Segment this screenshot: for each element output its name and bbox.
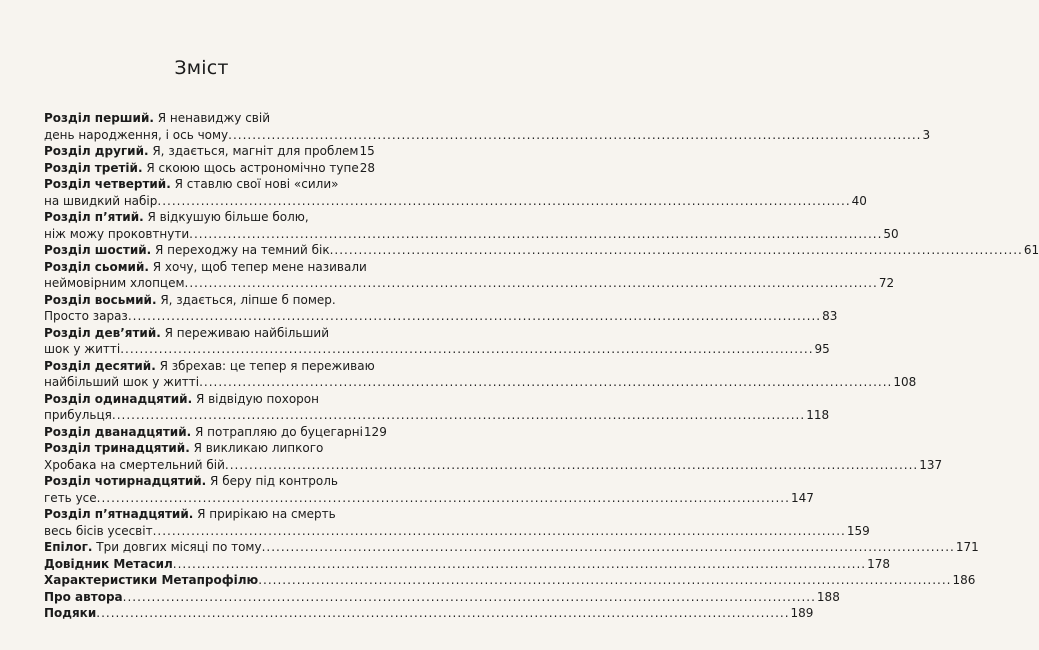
page-number: 15 — [359, 144, 375, 158]
chapter-heading: Епілог. — [44, 540, 93, 554]
toc-entry — [44, 424, 387, 441]
toc-entry-line — [44, 110, 371, 127]
toc-entry-line — [44, 176, 371, 193]
toc-entry-final-line — [44, 143, 375, 160]
toc-entry-final-line — [44, 374, 917, 391]
toc-entry-final-line — [44, 589, 840, 606]
chapter-heading: Розділ сьомий. — [44, 259, 149, 274]
page-number: 28 — [359, 160, 375, 175]
chapter-heading: Розділ перший. — [44, 111, 154, 125]
toc-entry-final-line — [44, 407, 830, 424]
chapter-description: шок у житті — [44, 342, 121, 356]
toc-entry — [44, 292, 838, 325]
toc-entry-final-line — [44, 523, 870, 540]
chapter-description: Я відвідую похорон — [192, 391, 319, 406]
dot-leader — [330, 242, 1023, 259]
chapter-description: Я скоюю щось астрономічно тупе — [142, 160, 359, 175]
page-number: 108 — [893, 375, 917, 389]
chapter-heading: Розділ другий. — [44, 144, 149, 158]
dot-leader — [96, 605, 789, 622]
toc-entry-line — [44, 473, 371, 490]
chapter-heading: Подяки — [44, 606, 97, 620]
toc-entry-final-line — [44, 275, 895, 292]
page-number: 171 — [955, 540, 979, 554]
page-number: 40 — [851, 193, 867, 208]
toc-entry-final-line — [44, 490, 814, 507]
page-number: 189 — [790, 606, 814, 620]
page-number: 72 — [878, 276, 895, 290]
chapter-description: Я відкушую більше болю, — [143, 210, 309, 224]
chapter-description: Три довгих місяці по тому — [92, 540, 262, 554]
toc-entry-line — [44, 506, 371, 523]
chapter-description: день народження, і ось чому — [44, 127, 229, 142]
chapter-heading: Розділ шостий. — [44, 243, 152, 257]
toc-entry-final-line — [44, 605, 814, 622]
toc-entry — [44, 556, 890, 573]
toc-entry-final-line — [44, 193, 867, 210]
toc-entry-final-line — [44, 457, 943, 474]
chapter-heading: Розділ п’ятий. — [44, 210, 144, 224]
toc-entry — [44, 506, 870, 539]
toc-entry-line — [44, 259, 371, 276]
page-number: 159 — [846, 523, 870, 538]
page-number: 178 — [867, 556, 890, 571]
page-number: 83 — [822, 309, 838, 323]
chapter-heading: Розділ тринадцятий. — [44, 441, 190, 455]
page-number: 3 — [922, 127, 931, 142]
toc-entry — [44, 391, 830, 424]
chapter-heading: Про автора — [44, 589, 123, 604]
page-number: 137 — [919, 457, 943, 472]
toc-entry — [44, 440, 943, 473]
chapter-description: прибульця — [44, 408, 112, 422]
dot-leader — [153, 523, 846, 540]
toc-entry-final-line — [44, 127, 931, 144]
toc-entry — [44, 110, 931, 143]
chapter-description: ніж можу проковтнути — [44, 226, 190, 241]
chapter-description: Я, здається, магніт для проблем — [148, 144, 359, 158]
toc-entry-line — [44, 209, 371, 226]
toc-entry-final-line — [44, 539, 979, 556]
dot-leader — [128, 308, 821, 325]
dot-leader — [97, 490, 790, 507]
toc-entry-final-line — [44, 226, 899, 243]
toc-entry — [44, 242, 1039, 259]
chapter-description: Я ставлю свої нові «сили» — [170, 177, 339, 191]
toc-entry — [44, 358, 917, 391]
chapter-description: Я ненавиджу свій — [153, 111, 271, 125]
table-of-contents — [44, 110, 1039, 622]
page-number: 129 — [363, 424, 387, 439]
chapter-description: Просто зараз — [44, 309, 128, 323]
chapter-heading: Характеристики Метапрофілю — [44, 573, 259, 587]
chapter-description: Я викликаю липкого — [189, 441, 324, 455]
toc-entry-line — [44, 325, 371, 342]
chapter-heading: Розділ дев’ятий. — [44, 325, 161, 340]
toc-entry — [44, 572, 976, 589]
dot-leader — [173, 556, 866, 573]
toc-entry — [44, 160, 375, 177]
toc-entry — [44, 473, 814, 506]
chapter-heading: Розділ восьмий. — [44, 292, 157, 307]
chapter-description: Я хочу, щоб тепер мене називали — [148, 259, 367, 274]
page-number: 186 — [952, 573, 976, 587]
page-number: 147 — [790, 490, 814, 505]
page-number: 95 — [814, 342, 830, 356]
dot-leader — [120, 341, 813, 358]
toc-entry — [44, 605, 814, 622]
toc-entry-final-line — [44, 308, 838, 325]
page-number: 61 — [1023, 243, 1039, 257]
dot-leader — [258, 572, 951, 589]
chapter-heading: Розділ десятий. — [44, 358, 156, 373]
chapter-description: Я потрапляю до буцегарні — [191, 424, 363, 439]
page-number: 118 — [806, 408, 830, 422]
chapter-description: Я прирікаю на смерть — [193, 507, 336, 521]
chapter-description: Хробака на смертельний бій — [44, 457, 225, 472]
chapter-description: геть усе — [44, 490, 97, 505]
dot-leader — [189, 226, 882, 243]
chapter-heading: Розділ одинадцятий. — [44, 391, 193, 406]
page-number: 188 — [816, 589, 840, 604]
dot-leader — [112, 407, 805, 424]
chapter-description: неймовірним хлопцем — [44, 276, 185, 290]
toc-entry-final-line — [44, 572, 976, 589]
toc-entry-line — [44, 391, 371, 408]
chapter-description: Я переходжу на темний бік — [151, 243, 330, 257]
chapter-description: весь бісів усесвіт — [44, 523, 153, 538]
chapter-description: Я беру під контроль — [206, 474, 338, 488]
chapter-description: Я переживаю найбільший — [160, 325, 330, 340]
chapter-heading: Розділ третій. — [44, 160, 143, 175]
toc-entry — [44, 209, 899, 242]
chapter-description: Я збрехав: це тепер я переживаю — [155, 358, 375, 373]
chapter-heading: Розділ дванадцятий. — [44, 424, 192, 439]
chapter-description: на швидкий набір — [44, 193, 158, 208]
toc-entry-final-line — [44, 556, 890, 573]
dot-leader — [262, 539, 955, 556]
dot-leader — [157, 193, 850, 210]
toc-entry — [44, 176, 867, 209]
toc-entry — [44, 325, 830, 358]
toc-entry-final-line — [44, 160, 375, 177]
toc-entry-line — [44, 358, 375, 375]
toc-entry — [44, 143, 375, 160]
page-number: 50 — [883, 226, 899, 241]
chapter-heading: Розділ чотирнадцятий. — [44, 474, 207, 488]
page-title: Зміст — [174, 57, 229, 79]
toc-entry — [44, 589, 840, 606]
chapter-description: Я, здається, ліпше б помер. — [156, 292, 336, 307]
toc-entry-line — [44, 440, 371, 457]
chapter-description: найбільший шок у житті — [44, 375, 200, 389]
dot-leader — [123, 589, 816, 606]
chapter-heading: Довідник Метасил — [44, 556, 173, 571]
toc-entry-final-line — [44, 424, 387, 441]
dot-leader — [199, 374, 892, 391]
dot-leader — [228, 127, 921, 144]
chapter-heading: Розділ п’ятнадцятий. — [44, 507, 194, 521]
toc-entry-final-line — [44, 341, 830, 358]
dot-leader — [225, 457, 918, 474]
dot-leader — [185, 275, 878, 292]
toc-entry-line — [44, 292, 371, 309]
toc-entry-final-line — [44, 242, 1039, 259]
toc-entry — [44, 259, 895, 292]
chapter-heading: Розділ четвертий. — [44, 177, 171, 191]
toc-entry — [44, 539, 979, 556]
